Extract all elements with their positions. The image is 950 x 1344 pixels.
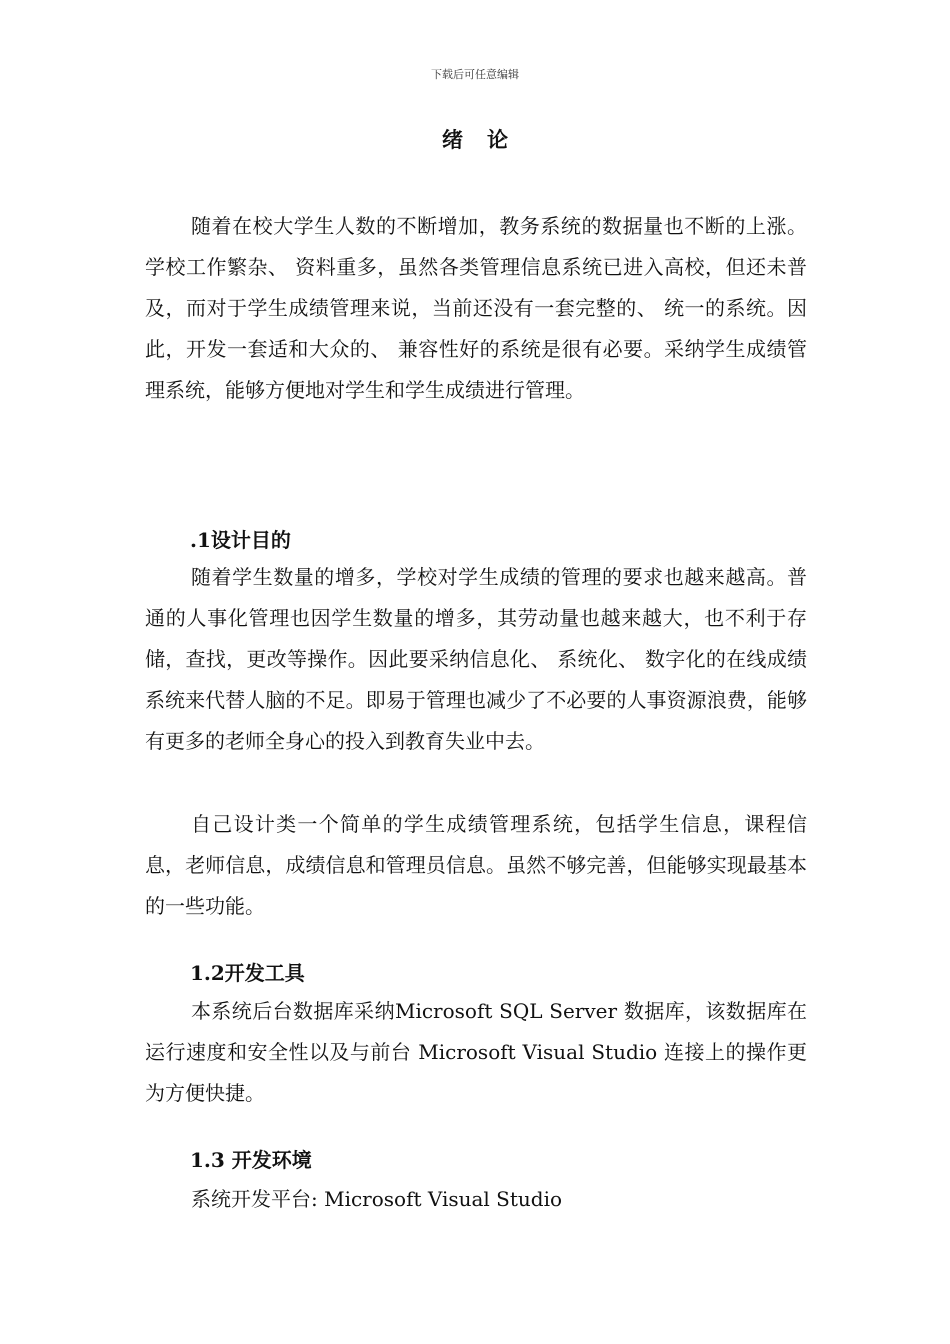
- section-heading-dev-tools: 1.2开发工具: [190, 961, 305, 985]
- header-note: 下载后可任意编辑: [431, 68, 519, 81]
- section-heading-dev-environment: 1.3 开发环境: [190, 1148, 312, 1172]
- section-heading-design-purpose: .1设计目的: [190, 528, 291, 552]
- intro-paragraph: 随着在校大学生人数的不断增加，教务系统的数据量也不断的上涨。学校工作繁杂、 资料重多，虽然各类管理信息系统已进入高校，但还未普及，而对于学生成绩管理来说，当前还没有一套完整的、 统一的系统。因此，开发一套适和大众的、 兼容性好的系统是很有必要。采纳学生成绩管理系统，能够方便地对学生和学生成绩进行管理。: [145, 214, 807, 402]
- design-purpose-paragraph-2: 自己设计类一个简单的学生成绩管理系统，包括学生信息，课程信息，老师信息，成绩信息和管理员信息。虽然不够完善，但能够实现最基本的一些功能。: [145, 812, 807, 918]
- dev-tools-paragraph: 本系统后台数据库采纳Microsoft SQL Server 数据库，该数据库在运行速度和安全性以及与前台 Microsoft Visual Studio 连接上的操作更为方便快捷。: [145, 999, 807, 1105]
- dev-environment-paragraph: 系统开发平台: Microsoft Visual Studio: [191, 1187, 563, 1211]
- page-title: 绪论: [442, 127, 532, 152]
- design-purpose-paragraph-1: 随着学生数量的增多，学校对学生成绩的管理的要求也越来越高。普通的人事化管理也因学生数量的增多，其劳动量也越来越大，也不利于存储，查找，更改等操作。因此要采纳信息化、 系统化、 数字化的在线成绩系统来代替人脑的不足。即易于管理也减少了不必要的人事资源浪费，能够有更多的老师全身心的投入到教育失业中去。: [145, 565, 807, 753]
